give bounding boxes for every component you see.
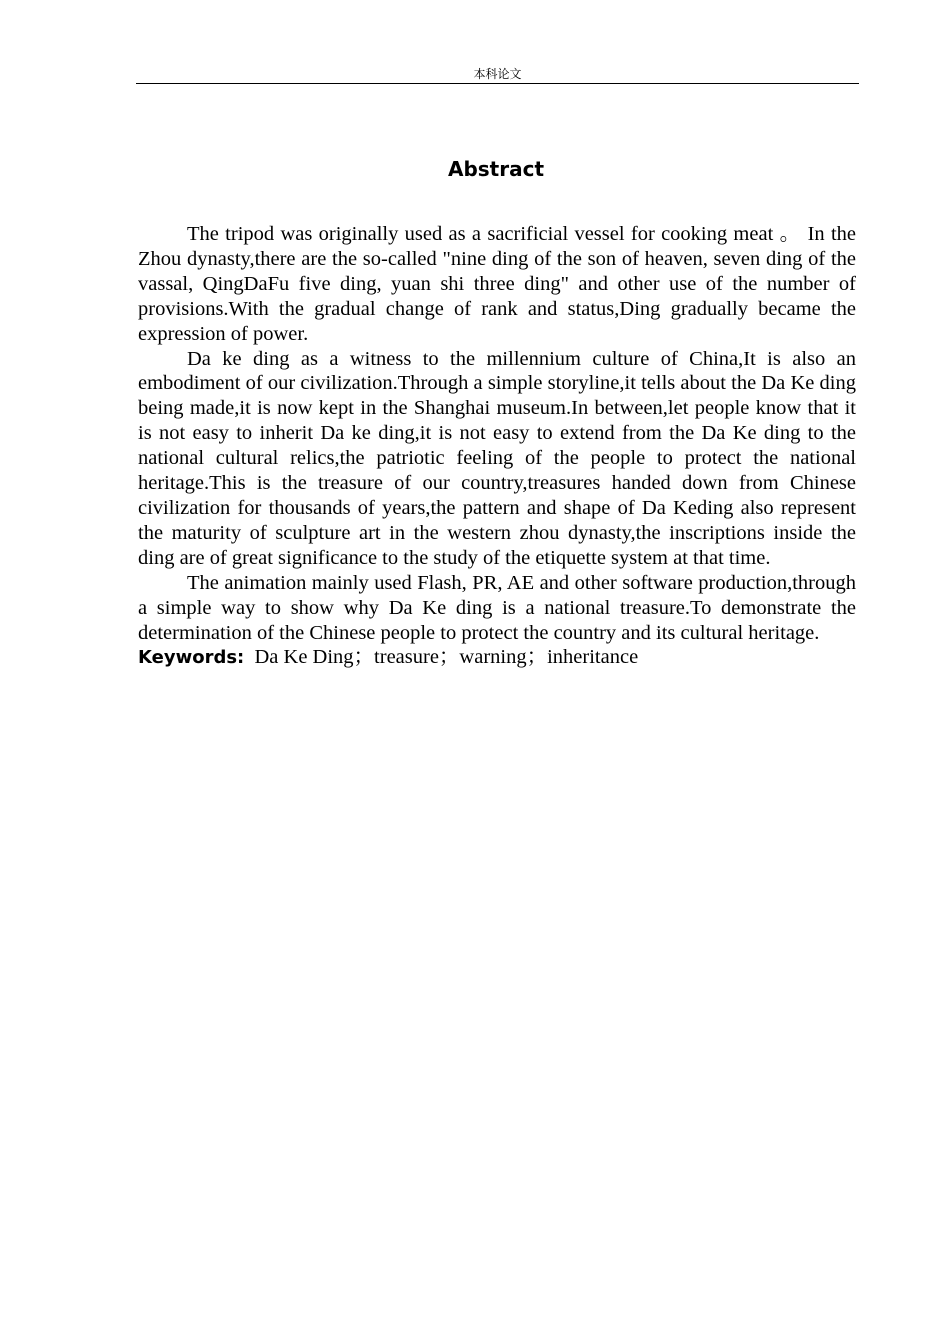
abstract-body (138, 222, 856, 671)
abstract-title: Abstract (447, 157, 545, 181)
running-header: 本科论文 (473, 67, 522, 81)
header-rule (136, 83, 859, 84)
abstract-paragraph-2: Da ke ding as a witness to the millennium culture of China,It is also an embodiment of our civilization.Through a simple storyline,it tells about the Da Ke ding being made,it is now kept in the Shanghai museum.In between,let people know that it is not easy to inherit Da ke ding,it is not easy to extend from the Da Ke ding to the national cultural relics,the patriotic feeling of the people to protect the national heritage.This is the treasure of our country,treasures handed down from Chinese civilization for thousands of years,the pattern and shape of Da Keding also represent the maturity of sculpture art in the western zhou dynasty,the inscriptions inside the ding are of great significance to the study of the etiquette system at that time. (138, 347, 856, 569)
keywords-line (138, 645, 856, 671)
abstract-paragraph-1: The tripod was originally used as a sacrificial vessel for cooking meat 。 In the Zhou dynasty,there are the so-called "nine ding of the son of heaven, seven ding of the vassal, QingDaFu five ding, yuan shi three ding" and other use of the number of provisions.With the gradual change of rank and status,Ding gradually became the expression of power. (138, 223, 856, 345)
keywords-value: Da Ke Ding；treasure；warning；inheritance (254, 646, 639, 669)
keywords-label: Keywords: (138, 647, 245, 669)
abstract-paragraph-3: The animation mainly used Flash, PR, AE and other software production,through a simple way to show why Da Ke ding is a national treasure.To demonstrate the determination of the Chinese people to protect the country and its cultural heritage. (138, 571, 856, 644)
